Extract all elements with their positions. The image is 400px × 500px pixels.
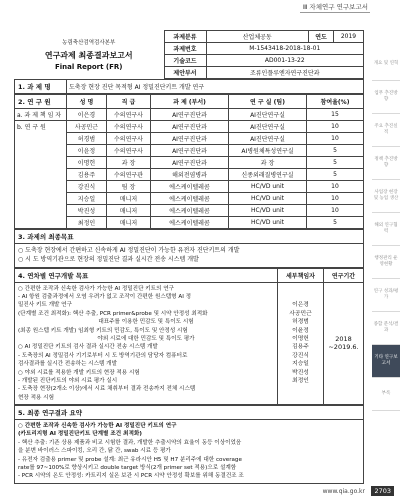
cell: 허경범 [67, 133, 107, 145]
researcher-name: 이은경 [292, 302, 309, 309]
section-3-label: 3. 과제의 최종목표 [15, 230, 364, 244]
tech-no-label: 기술코드 [164, 55, 206, 67]
cell: AI병원체특성연구실 [229, 145, 307, 157]
sidebar-item-active[interactable]: 기타 연구보고서 [372, 345, 400, 378]
cell: 에스케이텔레콤 [151, 181, 229, 193]
goal-line: 현장 적용 시험 [18, 394, 54, 401]
col-period: 연구기간 [324, 268, 364, 282]
table-row [15, 181, 364, 193]
cell: AI연구진단과 [151, 121, 229, 133]
results-summary-table [14, 405, 364, 484]
cell: 5 [307, 169, 364, 181]
cell: 매니저 [107, 217, 151, 229]
dept-label: 제안부서 [164, 67, 206, 79]
goal-line: - 도축장의 AI 정밀검사 기기로부터 시 도 방역기관의 담당자 컴퓨터로 [18, 352, 188, 359]
cell: 수의연구관 [107, 169, 151, 181]
goal-line: 대표주를 이용한 민감도 및 특이도 시험 [98, 319, 194, 326]
header-rule [300, 12, 370, 13]
cell: AI진단연구실 [229, 121, 307, 133]
col-lab: 연 구 실 (팀) [229, 95, 307, 109]
cell: 지승일 [67, 193, 107, 205]
cell: 10 [307, 133, 364, 145]
table-row [15, 193, 364, 205]
col-sub-lead: 세부책임자 [278, 268, 324, 282]
tech-no-value: AD001-13-22 [206, 55, 364, 67]
cell: 에스케이텔레콤 [151, 193, 229, 205]
sidebar-item[interactable]: 정책 추진방향 [372, 147, 400, 180]
cell: HC/VD unit [229, 193, 307, 205]
cell: 과 장 [229, 157, 307, 169]
researcher-name: 강진식 [292, 352, 309, 359]
cell: 최정인 [67, 217, 107, 229]
cell: 이명헌 [67, 157, 107, 169]
cell: 수의연구사 [107, 133, 151, 145]
sidebar-item[interactable]: 주요 추진실적 [372, 114, 400, 147]
goal-line: (최종 원스텝 키트 개발) 임최형 키트의 민감도, 특이도 및 안정성 시험 [18, 327, 188, 334]
cell: 강진식 [67, 181, 107, 193]
col-dept: 과 제 (부서) [151, 95, 229, 109]
goal-line: ○ 야외 시료를 적용한 개발 키트의 현장 적용 시험 [18, 369, 140, 376]
section-5-label: 5. 최종 연구결과 요약 [15, 406, 364, 420]
sidebar-item[interactable]: 해외 연구협력 [372, 213, 400, 246]
task-no-label: 과제번호 [164, 43, 206, 55]
cell: AI진단연구실 [229, 133, 307, 145]
year-value: 2019 [334, 31, 364, 43]
cell: 10 [307, 181, 364, 193]
cell: 5 [307, 217, 364, 229]
researcher-name: 이윤정 [292, 327, 309, 334]
field-value: 산업체공동 [206, 31, 309, 43]
cell: 매니저 [107, 193, 151, 205]
cell: 이은경 [67, 109, 107, 121]
title-block [14, 31, 164, 79]
row-label-researcher: b. 연 구 원 [15, 121, 67, 229]
cell: 신종외래질병연구실 [229, 169, 307, 181]
year-label: 연도 [309, 31, 334, 43]
researcher-name: 지승일 [292, 361, 309, 368]
researcher-name: 이명헌 [292, 335, 309, 342]
cell: 15 [307, 109, 364, 121]
page-header [0, 0, 400, 14]
goal-line: 밀진사 키트 개발 연구 [18, 302, 72, 309]
cell: HC/VD unit [229, 205, 307, 217]
summary-line: - 핵산 추출: 기존 상용 제품과 비교 시험한 결과, 개발한 추출시약의 효율이 동등 이상이었음 [18, 439, 242, 446]
cell: 에스케이텔레콤 [151, 205, 229, 217]
table-row [15, 133, 364, 145]
annual-goals-text [15, 282, 278, 404]
cell: 10 [307, 121, 364, 133]
cell: 매니저 [107, 205, 151, 217]
goal-line: - 개발된 진단키트의 야외 시료 평가 실시 [18, 377, 118, 384]
annual-goals-table [14, 268, 364, 405]
org-name: 농림축산검역검사본부 [62, 40, 116, 46]
cell: AI연구진단과 [151, 145, 229, 157]
chapter-sidebar [372, 48, 400, 411]
table-row [15, 157, 364, 169]
col-name: 성 명 [67, 95, 107, 109]
row-label-lead: a. 과 제 책 임 자 [15, 109, 67, 121]
final-goal-text [15, 244, 364, 268]
cell: 10 [307, 205, 364, 217]
sidebar-item[interactable]: 개요 및 연혁 [372, 48, 400, 81]
report-page [14, 30, 364, 484]
cell: 10 [307, 193, 364, 205]
cell: AI진단연구실 [229, 109, 307, 121]
researcher-name: 김용주 [292, 344, 309, 351]
cell: 수의연구사 [107, 121, 151, 133]
summary-line: 을 분변 바이러스 스파이킹, 오리 간, 닭 간, swab 시료 등 평가 [18, 448, 171, 455]
cell: 수의연구사 [107, 109, 151, 121]
sidebar-item[interactable]: 사업장 현장 및 농업 생산 [372, 180, 400, 213]
goal-line: 검사결과를 실시간 전송하는 시스템 개발 [18, 361, 117, 368]
header-text: Ⅲ 자체연구 연구보고서 [302, 3, 368, 11]
cell: AI연구진단과 [151, 157, 229, 169]
report-title-en: Final Report (FR) [55, 63, 123, 71]
sidebar-item[interactable]: 종합 분석/결과 [372, 312, 400, 345]
cell: 박진성 [67, 205, 107, 217]
section-1-label: 1. 과 제 명 [15, 80, 67, 94]
researchers-table [14, 94, 364, 229]
cell: 에스케이텔레콤 [151, 217, 229, 229]
cell: 5 [307, 145, 364, 157]
project-name: 도축장 현장 진단 목적형 AI 정밀진단키트 개발 연구 [67, 80, 364, 94]
goal-line: ○ 시 도 방역기관으로 현장의 정밀진단 결과 실시간 전송 시스템 개발 [18, 256, 199, 264]
summary-line: - 유전자 검출용 primer 및 probe 설계: 최근 유라시안 H5 및 H7 분리주에 대한 coverage [18, 456, 242, 463]
research-period: 2018 ~2019.6. [324, 282, 364, 404]
cell: HC/VD unit [229, 181, 307, 193]
cell: AI연구진단과 [151, 133, 229, 145]
task-no-value: M-1543418-2018-18-01 [206, 43, 364, 55]
summary-line: (카트리지형 AI 정밀진단키트 단계별 조건 최적화) [18, 431, 142, 438]
sidebar-item[interactable]: 연구 성과/평가 [372, 279, 400, 312]
table-row [15, 109, 364, 121]
summary-line: rate를 97~100%로 향상시키고 double target 방식(2개 primer set 적용)으로 설계함 [18, 465, 237, 472]
summary-line: - PCR 시약의 온도 안정성: 카트리지 실온 보관 시 PCR 시약 안정성 확보를 위해 동결건조 조 [18, 473, 244, 480]
researcher-name: 최정인 [292, 377, 309, 384]
report-header-table [14, 30, 364, 79]
cell: 수의연구사 [107, 145, 151, 157]
table-row [15, 205, 364, 217]
page-number: 2703 [371, 486, 394, 496]
page-footer [0, 484, 400, 500]
cell: 5 [307, 157, 364, 169]
researcher-name: 박진성 [292, 369, 309, 376]
sub-lead-list [278, 282, 324, 404]
cell: 과 장 [107, 157, 151, 169]
dept-value: 조류인플루엔자연구진단과 [206, 67, 364, 79]
goal-line: - 도축장 현장(2개소 이상)에서 시료 채취부터 결과 전송까지 전체 시스템 [18, 386, 196, 393]
section-2-label: 2. 연 구 원 [15, 95, 67, 109]
researcher-name: 사공민근 [289, 310, 312, 317]
table-row [15, 217, 364, 229]
goal-line: (단계별 조건 최적화): 핵산 추출, PCR primer&probe 및 시약 안정성 최적화 [18, 310, 208, 317]
cell: 팀 장 [107, 181, 151, 193]
table-row [15, 145, 364, 157]
table-row [15, 121, 364, 133]
goal-line: 야외 시료에 대한 민감도 및 특이도 평가 [97, 335, 195, 342]
cell: 사공민근 [67, 121, 107, 133]
cell: 김용주 [67, 169, 107, 181]
cell: 이윤정 [67, 145, 107, 157]
sidebar-item[interactable]: 업무 추진방향 [372, 81, 400, 114]
field-label: 과제분류 [164, 31, 206, 43]
cell: 해외전염병과 [151, 169, 229, 181]
goal-line: - AI 항원 검출과정에서 오염 우려가 없고 조작이 간편한 원스탭형 AI 정 [18, 293, 192, 300]
summary-line: ○ 간편한 조작과 신속한 검사가 가능한 AI 정밀진단 키트의 연구 [18, 423, 177, 430]
goal-line: ○ AI 정밀진단 키트의 검사 결과 실시간 전송 시스템 개발 [18, 344, 158, 351]
sidebar-item[interactable]: 행정관리 운영현황 [372, 246, 400, 279]
results-summary-text [15, 420, 364, 484]
final-goal-table [14, 229, 364, 268]
cell: HC/VD unit [229, 217, 307, 229]
report-title: 연구과제 최종결과보고서 [44, 51, 133, 60]
col-rate: 참여율(%) [307, 95, 364, 109]
col-rank: 직 급 [107, 95, 151, 109]
goal-line: ○ 간편한 조작과 신속한 검사가 가능한 AI 정밀진단 키트의 연구 [18, 285, 175, 292]
cell: AI연구진단과 [151, 109, 229, 121]
sidebar-item[interactable]: 부록 [372, 378, 400, 411]
project-name-table [14, 79, 364, 94]
section-4-label: 4. 연차별 연구개발 목표 [15, 268, 278, 282]
researcher-name: 허경범 [292, 319, 309, 326]
footer-url[interactable]: www.qia.go.kr [322, 488, 365, 495]
goal-line: ○ 도축장 현장에서 간편하고 신속하게 AI 정밀진단이 가능한 유전자 진단키트의 개발 [18, 247, 240, 254]
table-row [15, 169, 364, 181]
